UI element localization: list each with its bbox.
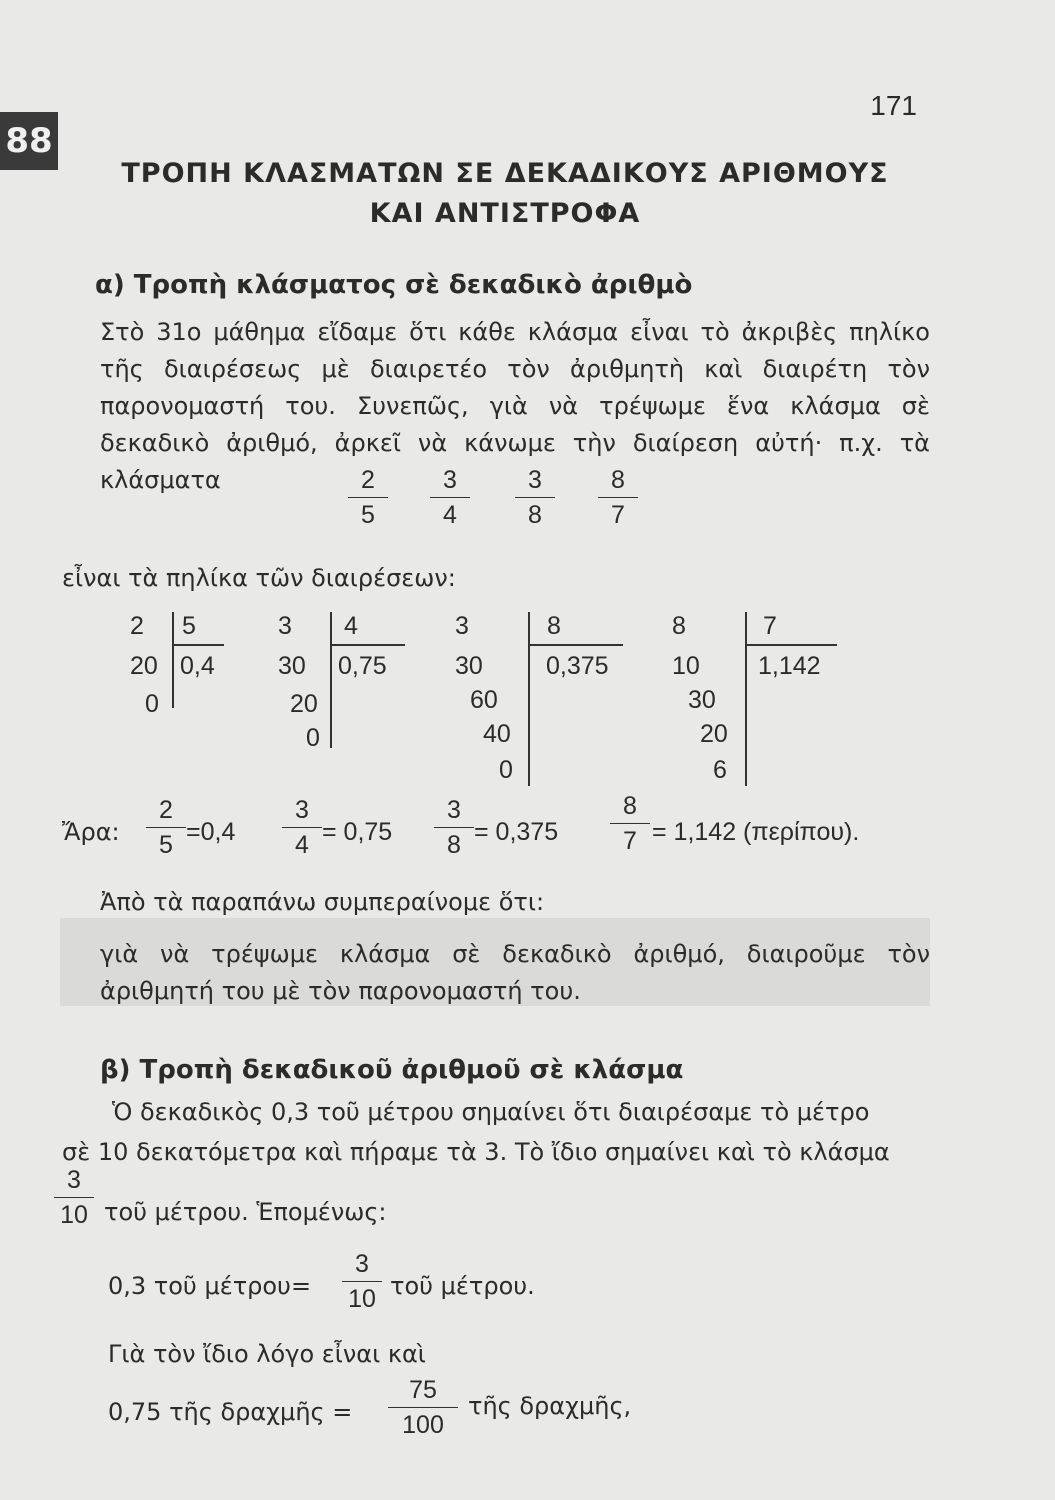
division-step: 6	[713, 756, 727, 784]
dividend: 3	[455, 612, 469, 640]
page-title-line1: ΤΡΟΠΗ ΚΛΑΣΜΑΤΩΝ ΣΕ ΔΕΚΑΔΙΚΟΥΣ ΑΡΙΘΜΟΥΣ	[121, 158, 889, 189]
equation-2-fraction: $\frac{75}{100}$	[388, 1376, 458, 1440]
division-step: 20	[290, 690, 318, 718]
example-fraction: $\frac{2}{5}$	[348, 466, 388, 530]
dividend: 3	[278, 612, 292, 640]
result-fraction: $\frac{3}{8}$	[434, 796, 474, 860]
section-b-heading: β) Τροπὴ δεκαδικοῦ ἀριθμοῦ σὲ κλάσμα	[100, 1055, 684, 1085]
inline-fraction: $\frac{3}{10}$	[54, 1166, 94, 1230]
divisor: 8	[547, 612, 561, 640]
section-b-line3: τοῦ μέτρου. Ἑπομένως:	[104, 1198, 387, 1226]
dividend: 8	[672, 612, 686, 640]
result-value: =0,4	[186, 818, 236, 846]
conclusion-intro: Ἀπὸ τὰ παραπάνω συμπεραίνομε ὅτι:	[100, 888, 545, 916]
quotient: 1,142	[758, 652, 821, 680]
dividend: 2	[130, 612, 144, 640]
page-number: 171	[870, 90, 917, 121]
equation-1-right: τοῦ μέτρου.	[390, 1272, 535, 1300]
rule-text: γιὰ νὰ τρέψωμε κλάσμα σὲ δεκαδικὸ ἀριθμό, διαιροῦμε τὸν ἀριθμητή του μὲ τὸν παρονομαστή του.	[100, 940, 930, 1005]
example-fraction: $\frac{3}{4}$	[430, 466, 470, 530]
quotient: 0,4	[180, 652, 215, 680]
result-value: = 1,142 (περίπου).	[652, 818, 860, 846]
division-step: 0	[499, 756, 513, 784]
division-step: 60	[470, 686, 498, 714]
equation-1-left: 0,3 τοῦ μέτρου=	[108, 1272, 312, 1300]
division-step: 40	[483, 720, 511, 748]
equation-2-left: 0,75 τῆς δραχμῆς =	[108, 1398, 353, 1426]
division-step: 0	[145, 690, 159, 718]
divisor: 5	[182, 612, 196, 640]
section-b-line1: Ὁ δεκαδικὸς 0,3 τοῦ μέτρου σημαίνει ὅτι διαιρέσαμε τὸ μέτρο	[112, 1098, 870, 1126]
division-step: 20	[700, 720, 728, 748]
result-fraction: $\frac{2}{5}$	[146, 796, 186, 860]
division-step: 20	[130, 652, 158, 680]
result-value: = 0,75	[322, 818, 393, 846]
equation-1-fraction: $\frac{3}{10}$	[342, 1250, 382, 1314]
example-fraction: $\frac{8}{7}$	[598, 466, 638, 530]
section-b-line2: σὲ 10 δεκατόμετρα καὶ πήραμε τὰ 3. Τὸ ἴδιο σημαίνει καὶ τὸ κλάσμα	[62, 1138, 890, 1166]
division-step: 10	[672, 652, 700, 680]
lesson-number-badge: 88	[0, 112, 58, 170]
result-value: = 0,375	[474, 818, 559, 846]
result-fraction: $\frac{3}{4}$	[282, 796, 322, 860]
page-title-line2: ΚΑΙ ΑΝΤΙΣΤΡΟΦΑ	[369, 198, 641, 229]
quotient: 0,75	[338, 652, 387, 680]
section-b-line4: Γιὰ τὸν ἴδιο λόγο εἶναι καὶ	[108, 1340, 426, 1368]
result-fraction: $\frac{8}{7}$	[610, 792, 650, 856]
quotients-text: εἶναι τὰ πηλίκα τῶν διαιρέσεων:	[62, 564, 456, 592]
therefore-label: Ἄρα:	[62, 818, 120, 846]
division-step: 0	[306, 724, 320, 752]
example-fraction: $\frac{3}{8}$	[515, 466, 555, 530]
divisor: 4	[344, 612, 358, 640]
division-step: 30	[688, 686, 716, 714]
section-a-intro: Στὸ 31ο μάθημα εἴδαμε ὅτι κάθε κλάσμα εἶναι τὸ ἀκριβὲς πηλίκο τῆς διαιρέσεως μὲ διαιρετέο τὸν ἀριθμητὴ καὶ διαιρέτη τὸν παρονομαστή του. Συνεπῶς, γιὰ νὰ τρέψωμε ἕνα κλάσμα σὲ δεκαδικὸ ἀριθμό, ἀρκεῖ νὰ κάνωμε τὴν διαίρεση αὐτή· π.χ. τὰ κλάσματα	[100, 318, 930, 494]
divisor: 7	[763, 612, 777, 640]
division-step: 30	[278, 652, 306, 680]
equation-2-right: τῆς δραχμῆς,	[468, 1392, 632, 1420]
quotient: 0,375	[546, 652, 609, 680]
division-step: 30	[455, 652, 483, 680]
section-a-heading: α) Τροπὴ κλάσματος σὲ δεκαδικὸ ἀριθμὸ	[95, 270, 693, 300]
